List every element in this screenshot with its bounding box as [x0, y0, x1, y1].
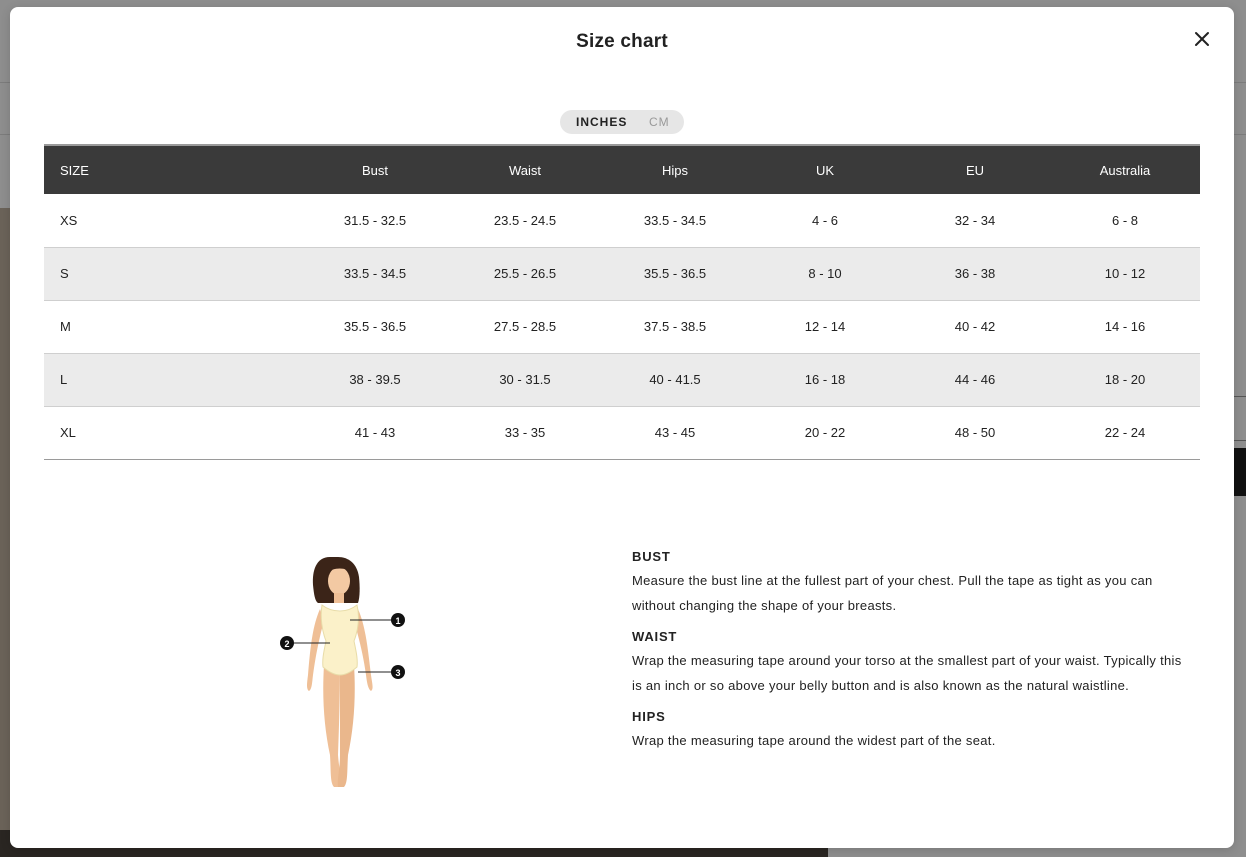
size-table	[44, 144, 1200, 460]
guide-section-waist	[632, 628, 1192, 698]
table-cell: 38 - 39.5	[349, 372, 401, 387]
table-cell: 35.5 - 36.5	[343, 319, 407, 334]
marker-2: 2	[284, 639, 290, 649]
table-cell: 37.5 - 38.5	[643, 319, 707, 334]
table-cell: 14 - 16	[1104, 319, 1146, 334]
table-cell: 31.5 - 32.5	[343, 212, 407, 228]
guide-heading: BUST	[632, 549, 671, 564]
table-cell: 48 - 50	[954, 425, 996, 440]
body-figure-icon	[268, 547, 408, 792]
table-cell: 8 - 10	[808, 266, 842, 281]
table-cell: 40 - 41.5	[649, 372, 701, 387]
guide-section-hips	[632, 708, 1192, 753]
table-cell: 23.5 - 24.5	[493, 212, 557, 228]
column-header-waist: Waist	[508, 162, 542, 178]
unit-toggle[interactable]	[560, 110, 684, 134]
table-cell: 32 - 34	[954, 212, 996, 228]
table-cell: 40 - 42	[954, 319, 996, 334]
unit-option-cm[interactable]: CM	[649, 115, 670, 129]
column-header-bust: Bust	[361, 162, 388, 178]
column-header-eu: EU	[965, 162, 985, 178]
table-cell: 41 - 43	[354, 425, 396, 440]
column-header-uk: UK	[815, 162, 835, 178]
guide-text: Wrap the measuring tape around the widest part of the seat.	[632, 733, 996, 748]
table-cell: 33 - 35	[504, 425, 546, 440]
table-cell: 6 - 8	[1111, 212, 1138, 228]
table-row	[44, 247, 1200, 300]
table-cell: 25.5 - 26.5	[493, 266, 557, 281]
column-header-size: SIZE	[60, 162, 89, 178]
table-cell: 16 - 18	[804, 372, 846, 387]
guide-heading: WAIST	[632, 629, 678, 644]
backdrop-divider	[1234, 396, 1246, 397]
marker-3: 3	[395, 668, 401, 678]
table-cell: 35.5 - 36.5	[643, 266, 707, 281]
table-cell: M	[60, 319, 71, 334]
table-cell: 43 - 45	[654, 425, 696, 440]
table-cell: 36 - 38	[954, 266, 996, 281]
table-row	[44, 353, 1200, 406]
measurement-guide	[632, 548, 1192, 763]
table-cell: 4 - 6	[811, 212, 838, 228]
column-header-australia: Australia	[1099, 162, 1151, 178]
size-chart-modal	[10, 7, 1234, 848]
unit-option-inches[interactable]: INCHES	[576, 115, 628, 129]
table-cell: XL	[60, 425, 76, 440]
table-cell: 33.5 - 34.5	[643, 212, 707, 228]
marker-1: 1	[395, 616, 401, 626]
table-cell: 44 - 46	[954, 372, 996, 387]
table-cell: 20 - 22	[804, 425, 846, 440]
table-cell: 33.5 - 34.5	[343, 266, 407, 281]
table-header-row	[44, 145, 1200, 194]
column-header-hips: Hips	[661, 162, 688, 178]
table-row	[44, 194, 1200, 247]
table-row	[44, 406, 1200, 459]
table-cell: S	[60, 266, 69, 281]
table-cell: 27.5 - 28.5	[493, 319, 557, 334]
table-cell: L	[60, 372, 68, 387]
table-cell: 10 - 12	[1104, 266, 1146, 281]
close-icon	[1190, 27, 1214, 51]
guide-text: Measure the bust line at the fullest part of your chest. Pull the tape as tight as you can without changing the shape of your breasts.	[632, 573, 1153, 613]
table-row	[44, 300, 1200, 353]
body-measurement-illustration	[268, 547, 408, 792]
table-cell: 22 - 24	[1104, 425, 1146, 440]
backdrop-add-to-cart-button	[1234, 448, 1246, 496]
table-cell: 18 - 20	[1104, 372, 1146, 387]
guide-text: Wrap the measuring tape around your torso at the smallest part of your waist. Typically this is an inch or so above your belly button and is also known as the natural waistline.	[632, 653, 1182, 693]
guide-heading: HIPS	[632, 709, 666, 724]
table-cell: 30 - 31.5	[499, 372, 551, 387]
table-cell: XS	[60, 212, 78, 228]
guide-section-bust	[632, 548, 1192, 618]
table-cell: 12 - 14	[804, 319, 846, 334]
backdrop-divider	[1234, 440, 1246, 441]
close-button[interactable]	[1190, 27, 1214, 51]
modal-title: Size chart	[576, 31, 668, 52]
